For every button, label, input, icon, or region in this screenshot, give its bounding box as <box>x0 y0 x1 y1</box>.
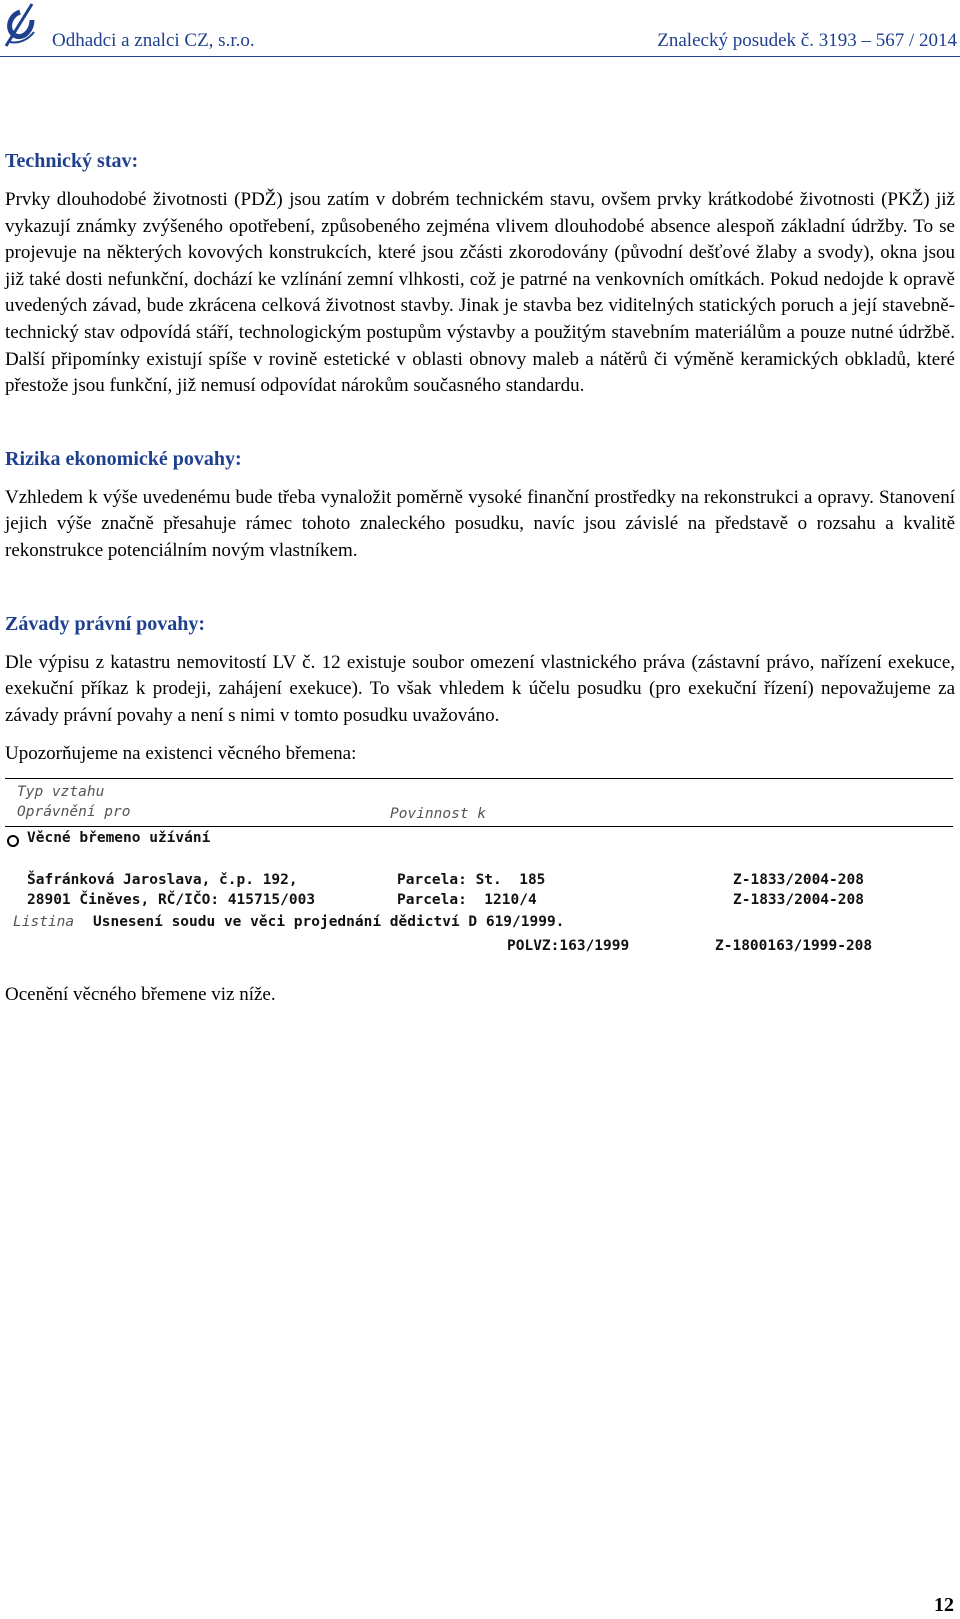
page-content <box>5 150 955 1009</box>
bullet-icon <box>7 835 19 847</box>
extract-top-rule <box>5 778 953 779</box>
page-header <box>0 0 960 58</box>
report-id: Znalecký posudek č. 3193 – 567 / 2014 <box>657 30 957 51</box>
row2-parcel: Parcela: 1210/4 <box>397 891 537 908</box>
extract-item: Věcné břemeno užívání <box>27 829 211 846</box>
easement-notice: Upozorňujeme na existenci věcného břemena: <box>5 743 357 765</box>
row1-ref: Z-1833/2004-208 <box>733 871 864 888</box>
page-number: 12 <box>934 1594 954 1616</box>
polvz: POLVZ:163/1999 <box>507 937 630 954</box>
legal-text: Dle výpisu z katastru nemovitostí LV č. 12 existuje soubor omezení vlastnického práva (zástavní právo, nařízení exekuce, exekuční příkaz k prodeji, zahájení exekuce). To však vhledem k účelu posudku (pro exekuční řízení) nepovažujeme za závady právní povahy a není s nimi v tomto posudku uvažováno. <box>5 651 955 726</box>
listina-label: Listina <box>13 913 75 930</box>
row2-ref: Z-1833/2004-208 <box>733 891 864 908</box>
header-divider <box>0 56 960 57</box>
extract-header-rule <box>5 826 953 827</box>
technical-title: Technický stav: <box>5 150 139 172</box>
closing-note: Ocenění věcného břemene viz níže. <box>5 983 276 1005</box>
legal-title: Závady právní povahy: <box>5 612 206 635</box>
listina-text: Usnesení soudu ve věci projednání dědictví D 619/1999. <box>93 913 565 930</box>
company-name: Odhadci a znalci CZ, s.r.o. <box>52 30 255 51</box>
extract-label-entitled: Oprávnění pro <box>17 803 131 820</box>
row2-owner: 28901 Činěves, RČ/IČO: 415715/003 <box>27 891 316 908</box>
extract-label-type: Typ vztahu <box>17 783 105 800</box>
economic-title: Rizika ekonomické povahy: <box>5 447 242 470</box>
row1-owner: Šafránková Jaroslava, č.p. 192, <box>27 871 298 888</box>
polvz-ref: Z-1800163/1999-208 <box>715 937 873 954</box>
cadastre-extract <box>5 776 955 972</box>
technical-text: Prvky dlouhodobé životnosti (PDŽ) jsou zatím v dobrém technickém stavu, ovšem prvky krátkodobé životnosti (PKŽ) již vykazují známky zvýšeného opotřebení, způsobeného zejména vlivem dlouhodobé absence alespoň základní údržby. To se projevuje na některých kovových konstrukcích, které jsou zčásti zkorodovány (původní dešťové žlaby a svody), okna jsou již také dosti nefunkční, dochází ke vzlínání zemní vlhkosti, což je patrné na venkovních omítkách. Pokud nedojde k opravě uvedených závad, bude zkrácena celková životnost stavby. Jinak je stavba bez viditelných statických poruch a její stavebně-technický stav odpovídá stáří, technologickým postupům výstavby a použitým stavebním materiálům a pouze nutné údržbě. Další připomínky existují spíše v rovině estetické v oblasti obnovy maleb a nátěrů či výměně keramických obkladů, které přestože jsou funkční, již nemusí odpovídat nárokům současného standardu. <box>5 189 955 397</box>
extract-label-obligated: Povinnost k <box>390 805 487 822</box>
row1-parcel: Parcela: St. 185 <box>397 871 546 888</box>
company-logo-icon <box>2 2 40 50</box>
economic-text: Vzhledem k výše uvedenému bude třeba vynaložit poměrně vysoké finanční prostředky na rekonstrukci a opravy. Stanovení jejich výše značně přesahuje rámec tohoto znaleckého posudku, navíc jsou závislé na představě o rozsahu a kvalitě rekonstrukce potenciálním novým vlastníkem. <box>5 486 955 561</box>
